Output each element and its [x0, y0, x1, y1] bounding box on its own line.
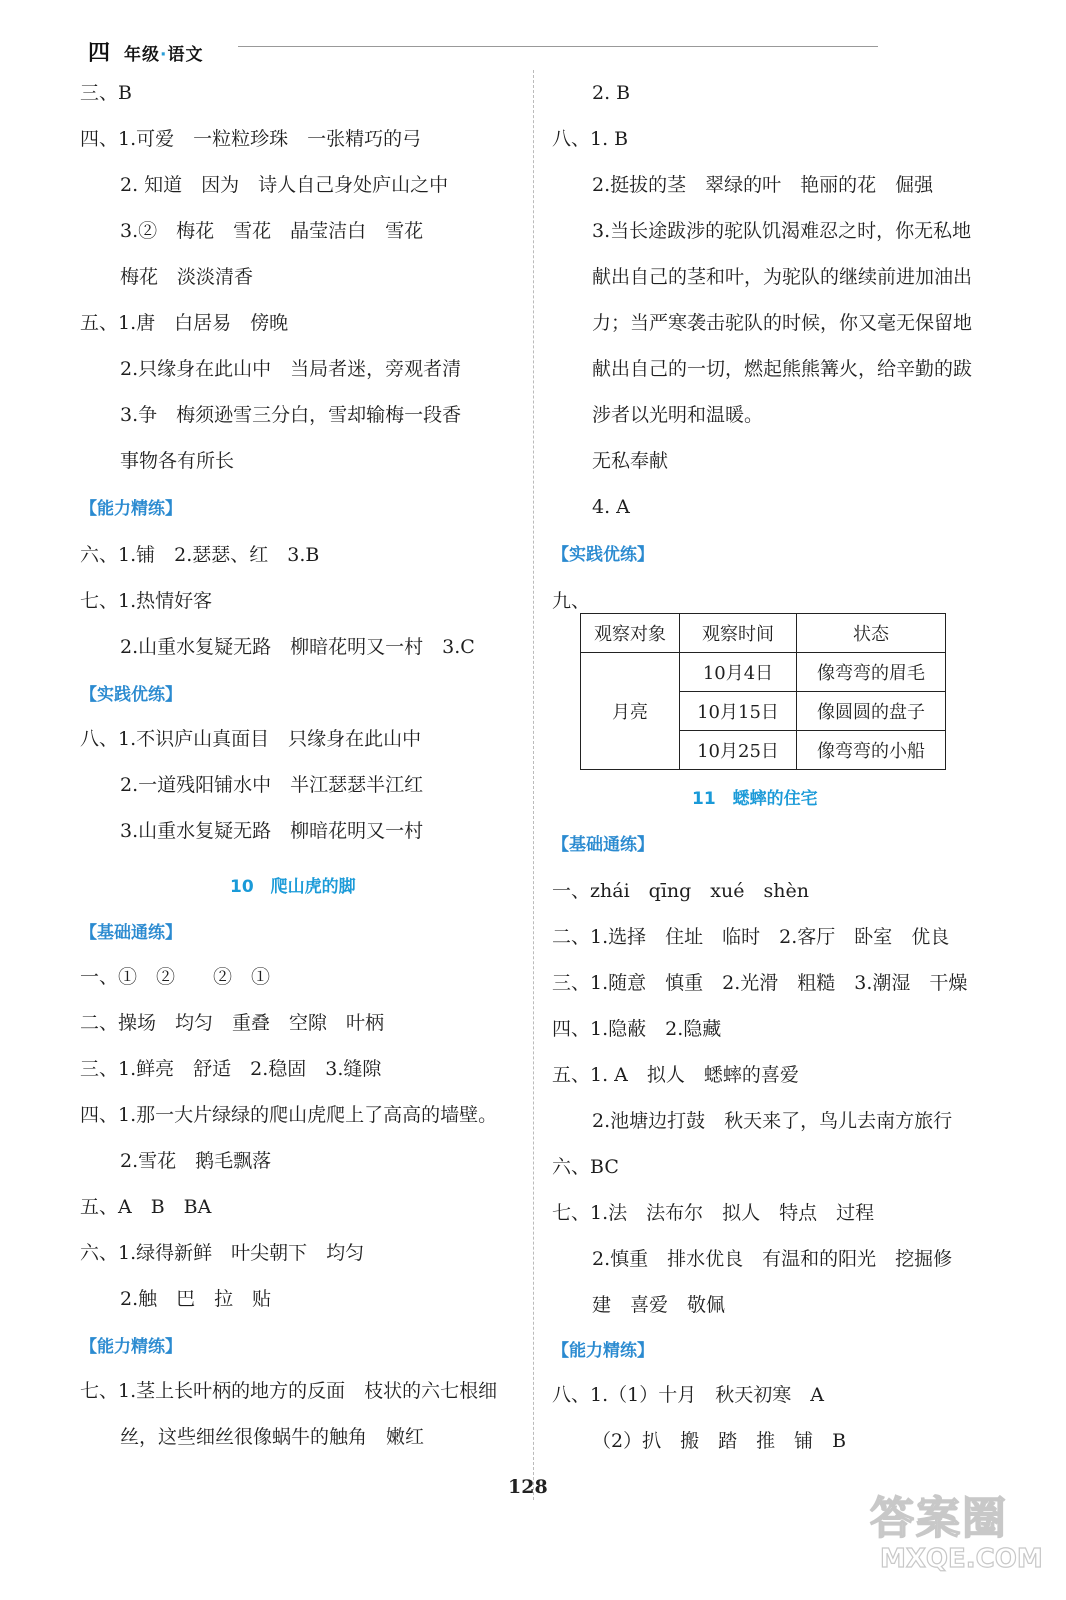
answer-line: 一、zhái qīng xué shèn	[552, 880, 809, 902]
column-divider	[533, 70, 534, 1500]
header-rule	[238, 46, 878, 47]
answer-line: 五、1. A 拟人 蟋蟀的喜爱	[552, 1064, 799, 1086]
answer-line: 力；当严寒袭击驼队的时候，你又毫无保留地	[592, 312, 973, 334]
answer-line: 三、B	[80, 82, 132, 104]
lesson-title: 10 爬山虎的脚	[230, 877, 356, 897]
table-header-row	[581, 614, 946, 653]
table-cell-time: 10月25日	[680, 731, 797, 770]
watermark-logo	[860, 1482, 1050, 1582]
answer-line: 五、A B BA	[80, 1196, 212, 1218]
observation-table	[580, 613, 946, 770]
section-tag: 【基础通练】	[552, 835, 654, 855]
watermark-logo-text: 答案圈	[870, 1493, 1008, 1544]
answer-line: 2. B	[592, 82, 631, 104]
answer-line: 六、BC	[552, 1156, 619, 1178]
grade-number: 四	[88, 41, 111, 66]
answer-line: 2. 知道 因为 诗人自己身处庐山之中	[120, 174, 449, 196]
answer-line: 四、1.隐蔽 2.隐藏	[552, 1018, 722, 1040]
section-tag: 【实践优练】	[552, 545, 654, 565]
answer-line: 八、1. B	[552, 128, 629, 150]
table-cell-time: 10月4日	[680, 653, 797, 692]
answer-line: 2.慎重 排水优良 有温和的阳光 挖掘修	[592, 1248, 953, 1270]
answer-line: 2.挺拔的茎 翠绿的叶 艳丽的花 倔强	[592, 174, 934, 196]
answer-line: 3.当长途跋涉的驼队饥渴难忍之时，你无私地	[592, 220, 972, 242]
answer-line: 四、1.可爱 一粒粒珍珠 一张精巧的弓	[80, 128, 422, 150]
page-header	[88, 36, 788, 66]
table-header-cell: 观察时间	[680, 614, 797, 653]
answer-line: 2.触 巴 拉 贴	[120, 1288, 272, 1310]
answer-line: 2.池塘边打鼓 秋天来了，鸟儿去南方旅行	[592, 1110, 953, 1132]
answer-line: 3.争 梅须逊雪三分白，雪却输梅一段香	[120, 404, 462, 426]
section-tag: 【能力精练】	[552, 1341, 654, 1361]
page-number: 128	[508, 1476, 548, 1498]
answer-line: 2.一道残阳铺水中 半江瑟瑟半江红	[120, 774, 424, 796]
section-tag: 【基础通练】	[80, 923, 182, 943]
answer-line: 七、1.茎上长叶柄的地方的反面 枝状的六七根细	[80, 1380, 498, 1402]
answer-line: 梅花 淡淡清香	[120, 266, 254, 288]
answer-line: 二、1.选择 住址 临时 2.客厅 卧室 优良	[552, 926, 950, 948]
answer-line: 丝，这些细丝很像蜗牛的触角 嫩红	[120, 1426, 425, 1448]
answer-line: 一、① ② ② ①	[80, 966, 271, 988]
answer-line: 涉者以光明和温暖。	[592, 404, 764, 426]
watermark-site-text: MXQE.COM	[880, 1544, 1043, 1574]
answer-line: 五、1.唐 白居易 傍晚	[80, 312, 289, 334]
answer-line: 2.雪花 鹅毛飘落	[120, 1150, 272, 1172]
answer-line: 建 喜爱 敬佩	[592, 1294, 726, 1316]
answer-line: 2.只缘身在此山中 当局者迷，旁观者清	[120, 358, 462, 380]
table-cell-time: 10月15日	[680, 692, 797, 731]
table-cell-state: 像弯弯的小船	[797, 731, 946, 770]
answer-line: 四、1.那一大片绿绿的爬山虎爬上了高高的墙壁。	[80, 1104, 498, 1126]
answer-line: 七、1.热情好客	[80, 590, 213, 612]
answer-line: 三、1.随意 慎重 2.光滑 粗糙 3.潮湿 干燥	[552, 972, 968, 994]
section-tag: 【能力精练】	[80, 1337, 182, 1357]
table-cell-object: 月亮	[581, 653, 680, 770]
answer-line: 六、1.铺 2.瑟瑟、红 3.B	[80, 544, 320, 566]
table-row	[581, 653, 946, 692]
answer-line: 4. A	[592, 496, 630, 518]
answer-line: 献出自己的一切，燃起熊熊篝火，给辛勤的跋	[592, 358, 973, 380]
table-cell-state: 像弯弯的眉毛	[797, 653, 946, 692]
answer-line: 七、1.法 法布尔 拟人 特点 过程	[552, 1202, 875, 1224]
answer-line: 3.② 梅花 雪花 晶莹洁白 雪花	[120, 220, 424, 242]
answer-line: 八、1.（1）十月 秋天初寒 A	[552, 1384, 824, 1406]
lesson-title: 11 蟋蟀的住宅	[692, 789, 818, 809]
section-tag: 【能力精练】	[80, 499, 182, 519]
answer-line: 2.山重水复疑无路 柳暗花明又一村 3.C	[120, 636, 475, 658]
answer-line: （2）扒 搬 踏 推 铺 B	[592, 1430, 847, 1452]
answer-line: 3.山重水复疑无路 柳暗花明又一村	[120, 820, 424, 842]
answer-line: 献出自己的茎和叶，为驼队的继续前进加油出	[592, 266, 973, 288]
answer-line: 事物各有所长	[120, 450, 235, 472]
answer-line: 二、操场 均匀 重叠 空隙 叶柄	[80, 1012, 385, 1034]
table-header-cell: 状态	[797, 614, 946, 653]
answer-line: 无私奉献	[592, 450, 669, 472]
answer-line: 六、1.绿得新鲜 叶尖朝下 均匀	[80, 1242, 365, 1264]
answer-line: 九、	[552, 590, 591, 612]
table-header-cell: 观察对象	[581, 614, 680, 653]
answer-line: 八、1.不识庐山真面目 只缘身在此山中	[80, 728, 422, 750]
table-cell-state: 像圆圆的盘子	[797, 692, 946, 731]
section-tag: 【实践优练】	[80, 685, 182, 705]
answer-line: 三、1.鲜亮 舒适 2.稳固 3.缝隙	[80, 1058, 382, 1080]
grade-subject: 年级·语文	[124, 45, 204, 65]
